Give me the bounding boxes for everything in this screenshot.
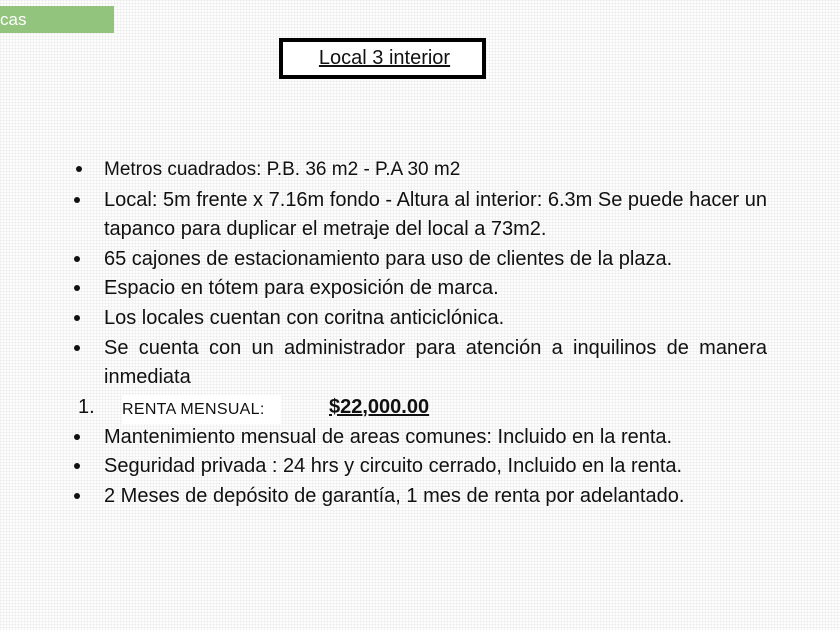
page-title: Local 3 interior bbox=[318, 47, 451, 69]
list-item bbox=[72, 482, 767, 512]
list-item bbox=[72, 304, 767, 334]
list-item bbox=[72, 274, 767, 304]
list-item bbox=[72, 452, 767, 482]
rent-label: RENTA MENSUAL: bbox=[122, 395, 281, 425]
list-item-text: Seguridad privada : 24 hrs y circuito cerrado, Incluido en la renta. bbox=[104, 455, 683, 478]
bullet-icon bbox=[76, 155, 100, 185]
feature-list-top bbox=[72, 155, 767, 393]
list-item-text: Se cuenta con un administrador para atención a inquilinos de manera inmediata bbox=[104, 336, 767, 389]
list-item-text: 65 cajones de estacionamiento para uso de clientes de la plaza. bbox=[104, 247, 673, 270]
bullet-icon bbox=[74, 245, 98, 275]
list-item-text: Los locales cuentan con coritna anticiclónica. bbox=[104, 306, 505, 329]
feature-list bbox=[72, 155, 767, 512]
list-item-text: Metros cuadrados: P.B. 36 m2 - P.A 30 m2 bbox=[104, 159, 461, 180]
list-item-text: Local: 5m frente x 7.16m fondo - Altura al interior: 6.3m Se puede hacer un tapanco para duplicar el metraje del local a 73m2. bbox=[104, 188, 767, 241]
rent-value: $22,000.00 bbox=[329, 395, 430, 418]
list-item bbox=[72, 186, 767, 245]
bullet-icon bbox=[74, 334, 98, 364]
title-box bbox=[279, 38, 486, 79]
rent-row bbox=[72, 393, 767, 423]
list-item bbox=[72, 423, 767, 453]
list-item bbox=[72, 155, 767, 185]
feature-list-bottom bbox=[72, 423, 767, 512]
section-tab-label: cas bbox=[0, 10, 27, 29]
list-item-text: 2 Meses de depósito de garantía, 1 mes de renta por adelantado. bbox=[104, 484, 685, 507]
bullet-icon bbox=[74, 482, 98, 512]
section-tab bbox=[0, 6, 114, 33]
bullet-icon bbox=[74, 423, 98, 453]
bullet-icon bbox=[74, 452, 98, 482]
bullet-icon bbox=[74, 274, 98, 304]
list-item-text: Mantenimiento mensual de areas comunes: Incluido en la renta. bbox=[104, 425, 673, 448]
list-item-text: Espacio en tótem para exposición de marca. bbox=[104, 277, 499, 300]
rent-number: 1. bbox=[78, 395, 95, 418]
list-item bbox=[72, 245, 767, 275]
bullet-icon bbox=[74, 304, 98, 334]
list-item bbox=[72, 334, 767, 393]
bullet-icon bbox=[74, 186, 98, 216]
